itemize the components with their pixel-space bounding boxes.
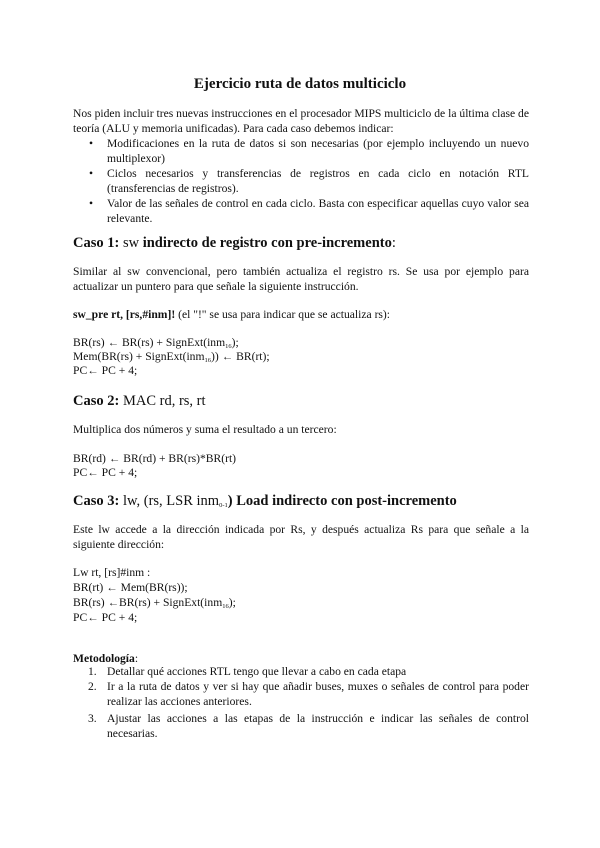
case1-heading-rest: indirecto de registro con pre-incremento bbox=[139, 235, 392, 251]
case2-heading-instr: MAC rd, rs, rt bbox=[122, 393, 206, 409]
case2-rtl-line: BR(rd) ← BR(rd) + BR(rs)*BR(rt) bbox=[73, 452, 237, 465]
case1-syntax-note: (el "!" se usa para indicar que se actualiza rs): bbox=[175, 308, 391, 321]
step-number: 2. bbox=[88, 680, 97, 693]
case1-heading-prefix: Caso 1: bbox=[73, 235, 123, 251]
rtl-subscript: 16 bbox=[204, 357, 211, 364]
list-item bbox=[73, 711, 529, 741]
case3-heading-prefix: Caso 3: bbox=[73, 493, 123, 509]
case1-rtl-line bbox=[73, 364, 529, 378]
list-item bbox=[73, 679, 529, 709]
rtl-text: PC← PC + 4; bbox=[73, 611, 138, 624]
case1-heading bbox=[73, 234, 533, 252]
list-item bbox=[73, 166, 529, 196]
rtl-text: Lw rt, [rs]#inm : bbox=[73, 566, 151, 579]
rtl-text: ); bbox=[228, 596, 236, 609]
case1-description: Similar al sw convencional, pero también actualiza el registro rs. Se usa por ejemplo para actualizar un puntero para que señale la siguiente instrucción. bbox=[73, 265, 529, 293]
case3-rtl-line bbox=[73, 596, 529, 610]
case1-heading-instr: sw bbox=[122, 235, 140, 251]
case1-heading-colon: : bbox=[391, 235, 396, 251]
rtl-text: BR(rt) ← Mem(BR(rs)); bbox=[73, 581, 188, 594]
step-text: Ir a la ruta de datos y ver si hay que añadir buses, muxes o señales de control para poder realizar las acciones anteriores. bbox=[107, 680, 529, 708]
list-item bbox=[73, 196, 529, 226]
step-number: 1. bbox=[88, 665, 97, 678]
rtl-text: ); bbox=[231, 336, 239, 349]
case3-heading-rest: ) Load indirecto con post-incremento bbox=[227, 493, 457, 509]
page-title: Ejercicio ruta de datos multiciclo bbox=[193, 76, 407, 92]
bullet-icon: • bbox=[89, 167, 94, 180]
rtl-subscript: 16 bbox=[222, 603, 229, 610]
list-item bbox=[73, 664, 529, 679]
case3-heading-subscript: 0-1 bbox=[219, 502, 228, 509]
rtl-text: Mem(BR(rs) + SignExt(inm bbox=[73, 350, 205, 363]
intro-paragraph: Nos piden incluir tres nuevas instrucciones en el procesador MIPS multiciclo de la última clase de teoría (ALU y memoria unificadas). Para cada caso debemos indicar: bbox=[73, 107, 529, 135]
case3-rtl-line bbox=[73, 566, 529, 580]
case2-heading bbox=[73, 392, 533, 410]
case3-heading bbox=[73, 492, 533, 510]
case2-rtl-line: PC← PC + 4; bbox=[73, 466, 138, 479]
methodology-steps bbox=[73, 664, 529, 741]
rtl-text: BR(rs) ← BR(rs) + SignExt(inm bbox=[73, 336, 226, 349]
case1-rtl-line bbox=[73, 350, 529, 364]
step-text: Detallar qué acciones RTL tengo que llevar a cabo en cada etapa bbox=[107, 665, 407, 678]
case1-syntax bbox=[73, 308, 529, 322]
rtl-text: BR(rs) ←BR(rs) + SignExt(inm bbox=[73, 596, 223, 609]
list-item-text: Modificaciones en la ruta de datos si son necesarias (por ejemplo incluyendo un nuevo multiplexor) bbox=[107, 137, 529, 165]
rtl-subscript: 16 bbox=[225, 343, 232, 350]
methodology-heading-colon: : bbox=[134, 652, 139, 665]
case3-description: Este lw accede a la dirección indicada por Rs, y después actualiza Rs para que señale a la siguiente dirección: bbox=[73, 523, 529, 551]
case1-syntax-instr: sw_pre rt, [rs,#inm]! bbox=[73, 308, 176, 321]
bullet-icon: • bbox=[89, 197, 94, 210]
rtl-text: )) ← BR(rt); bbox=[211, 350, 270, 363]
list-item-text: Ciclos necesarios y transferencias de registros en cada ciclo en notación RTL (transferencias de registros). bbox=[107, 167, 529, 195]
case3-rtl-line bbox=[73, 581, 529, 595]
case1-rtl-line bbox=[73, 336, 529, 350]
requirements-list bbox=[73, 136, 529, 226]
case3-rtl-line bbox=[73, 611, 529, 625]
methodology-heading-text: Metodología bbox=[73, 652, 135, 665]
case2-heading-prefix: Caso 2: bbox=[73, 393, 123, 409]
list-item-text: Valor de las señales de control en cada ciclo. Basta con especificar aquellas cuyo valor sea relevante. bbox=[107, 197, 529, 225]
bullet-icon: • bbox=[89, 137, 94, 150]
rtl-text: PC← PC + 4; bbox=[73, 364, 138, 377]
case3-heading-instr: lw, (rs, LSR inm bbox=[122, 493, 220, 509]
step-text: Ajustar las acciones a las etapas de la instrucción e indicar las señales de control necesarias. bbox=[107, 712, 529, 740]
list-item bbox=[73, 136, 529, 166]
case2-description: Multiplica dos números y suma el resultado a un tercero: bbox=[73, 423, 337, 436]
step-number: 3. bbox=[88, 712, 97, 725]
